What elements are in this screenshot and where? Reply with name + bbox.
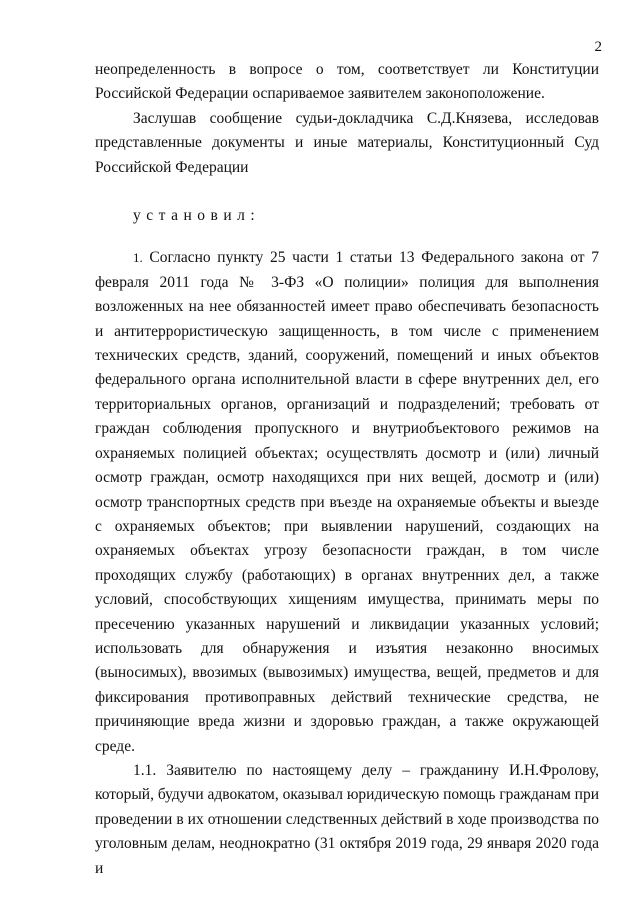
item-number: 1. [133,250,143,266]
paragraph-item-1 [95,246,599,759]
paragraph-item-1-1: 1.1. Заявителю по настоящему делу – гражданину И.Н.Фролову, который, будучи адвокатом, оказывал юридическую помощь гражданам при проведении в их отношении следственных действий в ходе производства по уголовным делам, неоднократно (31 октября 2019 года, 29 января 2020 года и [95,761,599,877]
section-heading: установил: [133,207,261,225]
spacer [95,228,599,246]
spacer [95,180,599,204]
item-text: Согласно пункту 25 части 1 статьи 13 Федерального закона от 7 февраля 2011 года № 3-ФЗ «О полиции» полиция для выполнения возложенных на нее обязанностей имеет право обеспечивать безопасность и антитеррористическую защищенность, в том числе с применением технических средств, зданий, сооружений, помещений и иных объектов федерального органа исполнительной власти в сфере внутренних дел, его территориальных органов, организаций и подразделений; требовать от граждан соблюдения пропускного и внутриобъектового режимов на охраняемых полицией объектах; осуществлять досмотр и (или) личный осмотр граждан, осмотр находящихся при них вещей, досмотр и (или) осмотр транспортных средств при въезде на охраняемые объекты и выезде с охраняемых объектов; при выявлении нарушений, создающих на охраняемых объектах угрозу безопасности граждан, в том числе проходящих службу (работающих) в органах внутренних дел, а также условий, способствующих хищениям имущества, принимать меры по пресечению указанных нарушений и ликвидации указанных условий; использовать для обнаружения и изъятия незаконно вносимых (выносимых), ввозимых (вывозимых) имущества, вещей, предметов и для фиксирования противоправных действий технические средства, не причиняющие вреда жизни и здоровью граждан, а также окружающей среде. [95,249,599,755]
paragraph-continuation: неопределенность в вопросе о том, соответствует ли Конституции Российской Федерации оспариваемое заявителем законоположение. [95,61,599,103]
paragraph-hearing: Заслушав сообщение судьи-докладчика С.Д.Князева, исследовав представленные документы и иные материалы, Конституционный Суд Российской Федерации [95,109,599,176]
page-number: 2 [594,39,602,55]
document-body [95,58,599,881]
